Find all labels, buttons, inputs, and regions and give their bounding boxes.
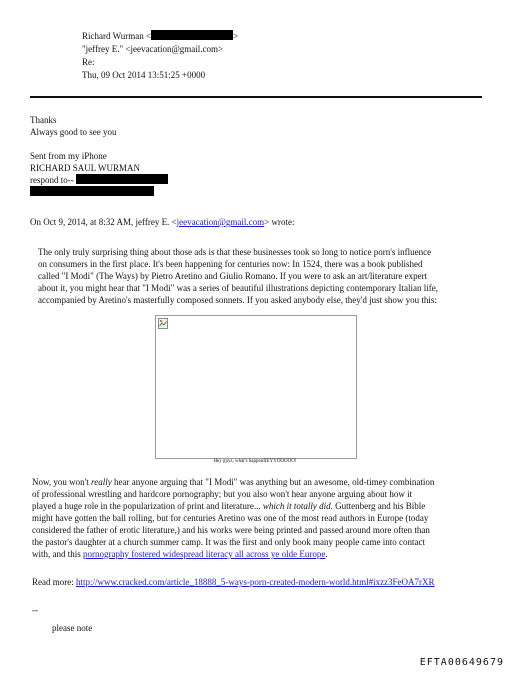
reply-line-2: Always good to see you	[30, 127, 117, 137]
quote-prefix: On Oct 9, 2014, at 8:32 AM, jeffrey E. <	[30, 217, 177, 227]
document-id: EFTA00649679	[419, 657, 504, 668]
to-value: "jeffrey E." <jeevacation@gmail.com>	[82, 44, 224, 54]
redaction-bar	[151, 30, 233, 40]
paragraph-line	[32, 500, 434, 512]
text-run: .	[325, 549, 328, 559]
paragraph-line: called "I Modi" (The Ways) by Pietro Aretino and Giulio Romano. If you were to ask an art/literature expert	[38, 271, 428, 281]
redaction-bar	[76, 174, 168, 184]
paragraph-line	[32, 476, 434, 488]
text-run: Guttenberg and his Bible	[332, 501, 426, 511]
read-more	[32, 576, 435, 588]
from-suffix: >	[233, 31, 239, 41]
broken-image-icon	[158, 318, 168, 329]
quote-suffix: > wrote:	[264, 217, 295, 227]
text-run: Now, you won't	[32, 477, 92, 487]
emphasis: really	[91, 477, 112, 487]
emphasis: which it totally did.	[262, 501, 333, 511]
read-more-link[interactable]: http://www.cracked.com/article_18888_5-ways-porn-created-modern-world.html#ixzz3FeOA7rXR	[76, 577, 435, 587]
quote-email-link[interactable]: jeevacation@gmail.com	[176, 217, 265, 227]
signature-line-1: Sent from my iPhone	[30, 151, 107, 161]
image-caption: Hey guys, what's happenIIEYYOOOOO!	[213, 459, 297, 464]
broken-image	[155, 315, 357, 459]
please-note: please note	[52, 623, 93, 633]
header-divider	[30, 96, 482, 98]
quoted-paragraph-2	[32, 476, 434, 560]
from-name: Richard Wurman <	[82, 31, 152, 41]
literacy-link[interactable]: pornography fostered widespread literacy all across ye olde Europe	[83, 549, 326, 559]
read-more-label: Read more:	[32, 577, 76, 587]
signature-line-3	[30, 174, 168, 186]
text-run: with, and this	[32, 549, 83, 559]
quote-header	[30, 216, 294, 228]
reply-line-1: Thanks	[30, 115, 57, 125]
redaction-bar	[30, 186, 154, 196]
text-run: hear anyone arguing that "I Modi" was anything but an awesome, old-timey combination	[111, 477, 435, 487]
signature-line-2: RICHARD SAUL WURMAN	[30, 163, 141, 173]
paragraph-line: about it, you might hear that "I Modi" was a series of beautiful illustrations depicting contemporary Italian life,	[38, 283, 438, 293]
paragraph-line: of professional wrestling and hardcore pornography; but you also won't hear anyone arguing about how it	[32, 489, 413, 499]
quoted-paragraph-1	[38, 246, 438, 306]
paragraph-line: considered the father of erotic literature,) and his works were being printed and passed around more often than	[32, 525, 430, 535]
from-value	[82, 30, 238, 42]
paragraph-line: might have gotten the ball rolling, but for centuries Aretino was one of the most read authors in Europe (today	[32, 513, 429, 523]
text-run: played a huge role in the popularization of print and literature...	[32, 501, 263, 511]
signature-dashes: --	[32, 605, 38, 615]
paragraph-line: accompanied by Aretino's masterfully composed sonnets. If you asked anybody else, they'd just show you this:	[38, 295, 437, 305]
respond-to-label: respond to--	[30, 175, 74, 185]
paragraph-line	[32, 548, 434, 560]
paragraph-line: on consumers in the first place. It's been happening for centuries now: In 1524, there was a book published	[38, 259, 423, 269]
paragraph-line: The only truly surprising thing about those ads is that these businesses took so long to notice porn's influence	[38, 247, 432, 257]
date-value: Thu, 09 Oct 2014 13:51:25 +0000	[82, 70, 206, 80]
paragraph-line: the pastor's daughter at a church summer camp. It was the first and only book many people came into contact	[32, 537, 425, 547]
subject-value: Re:	[82, 57, 95, 67]
